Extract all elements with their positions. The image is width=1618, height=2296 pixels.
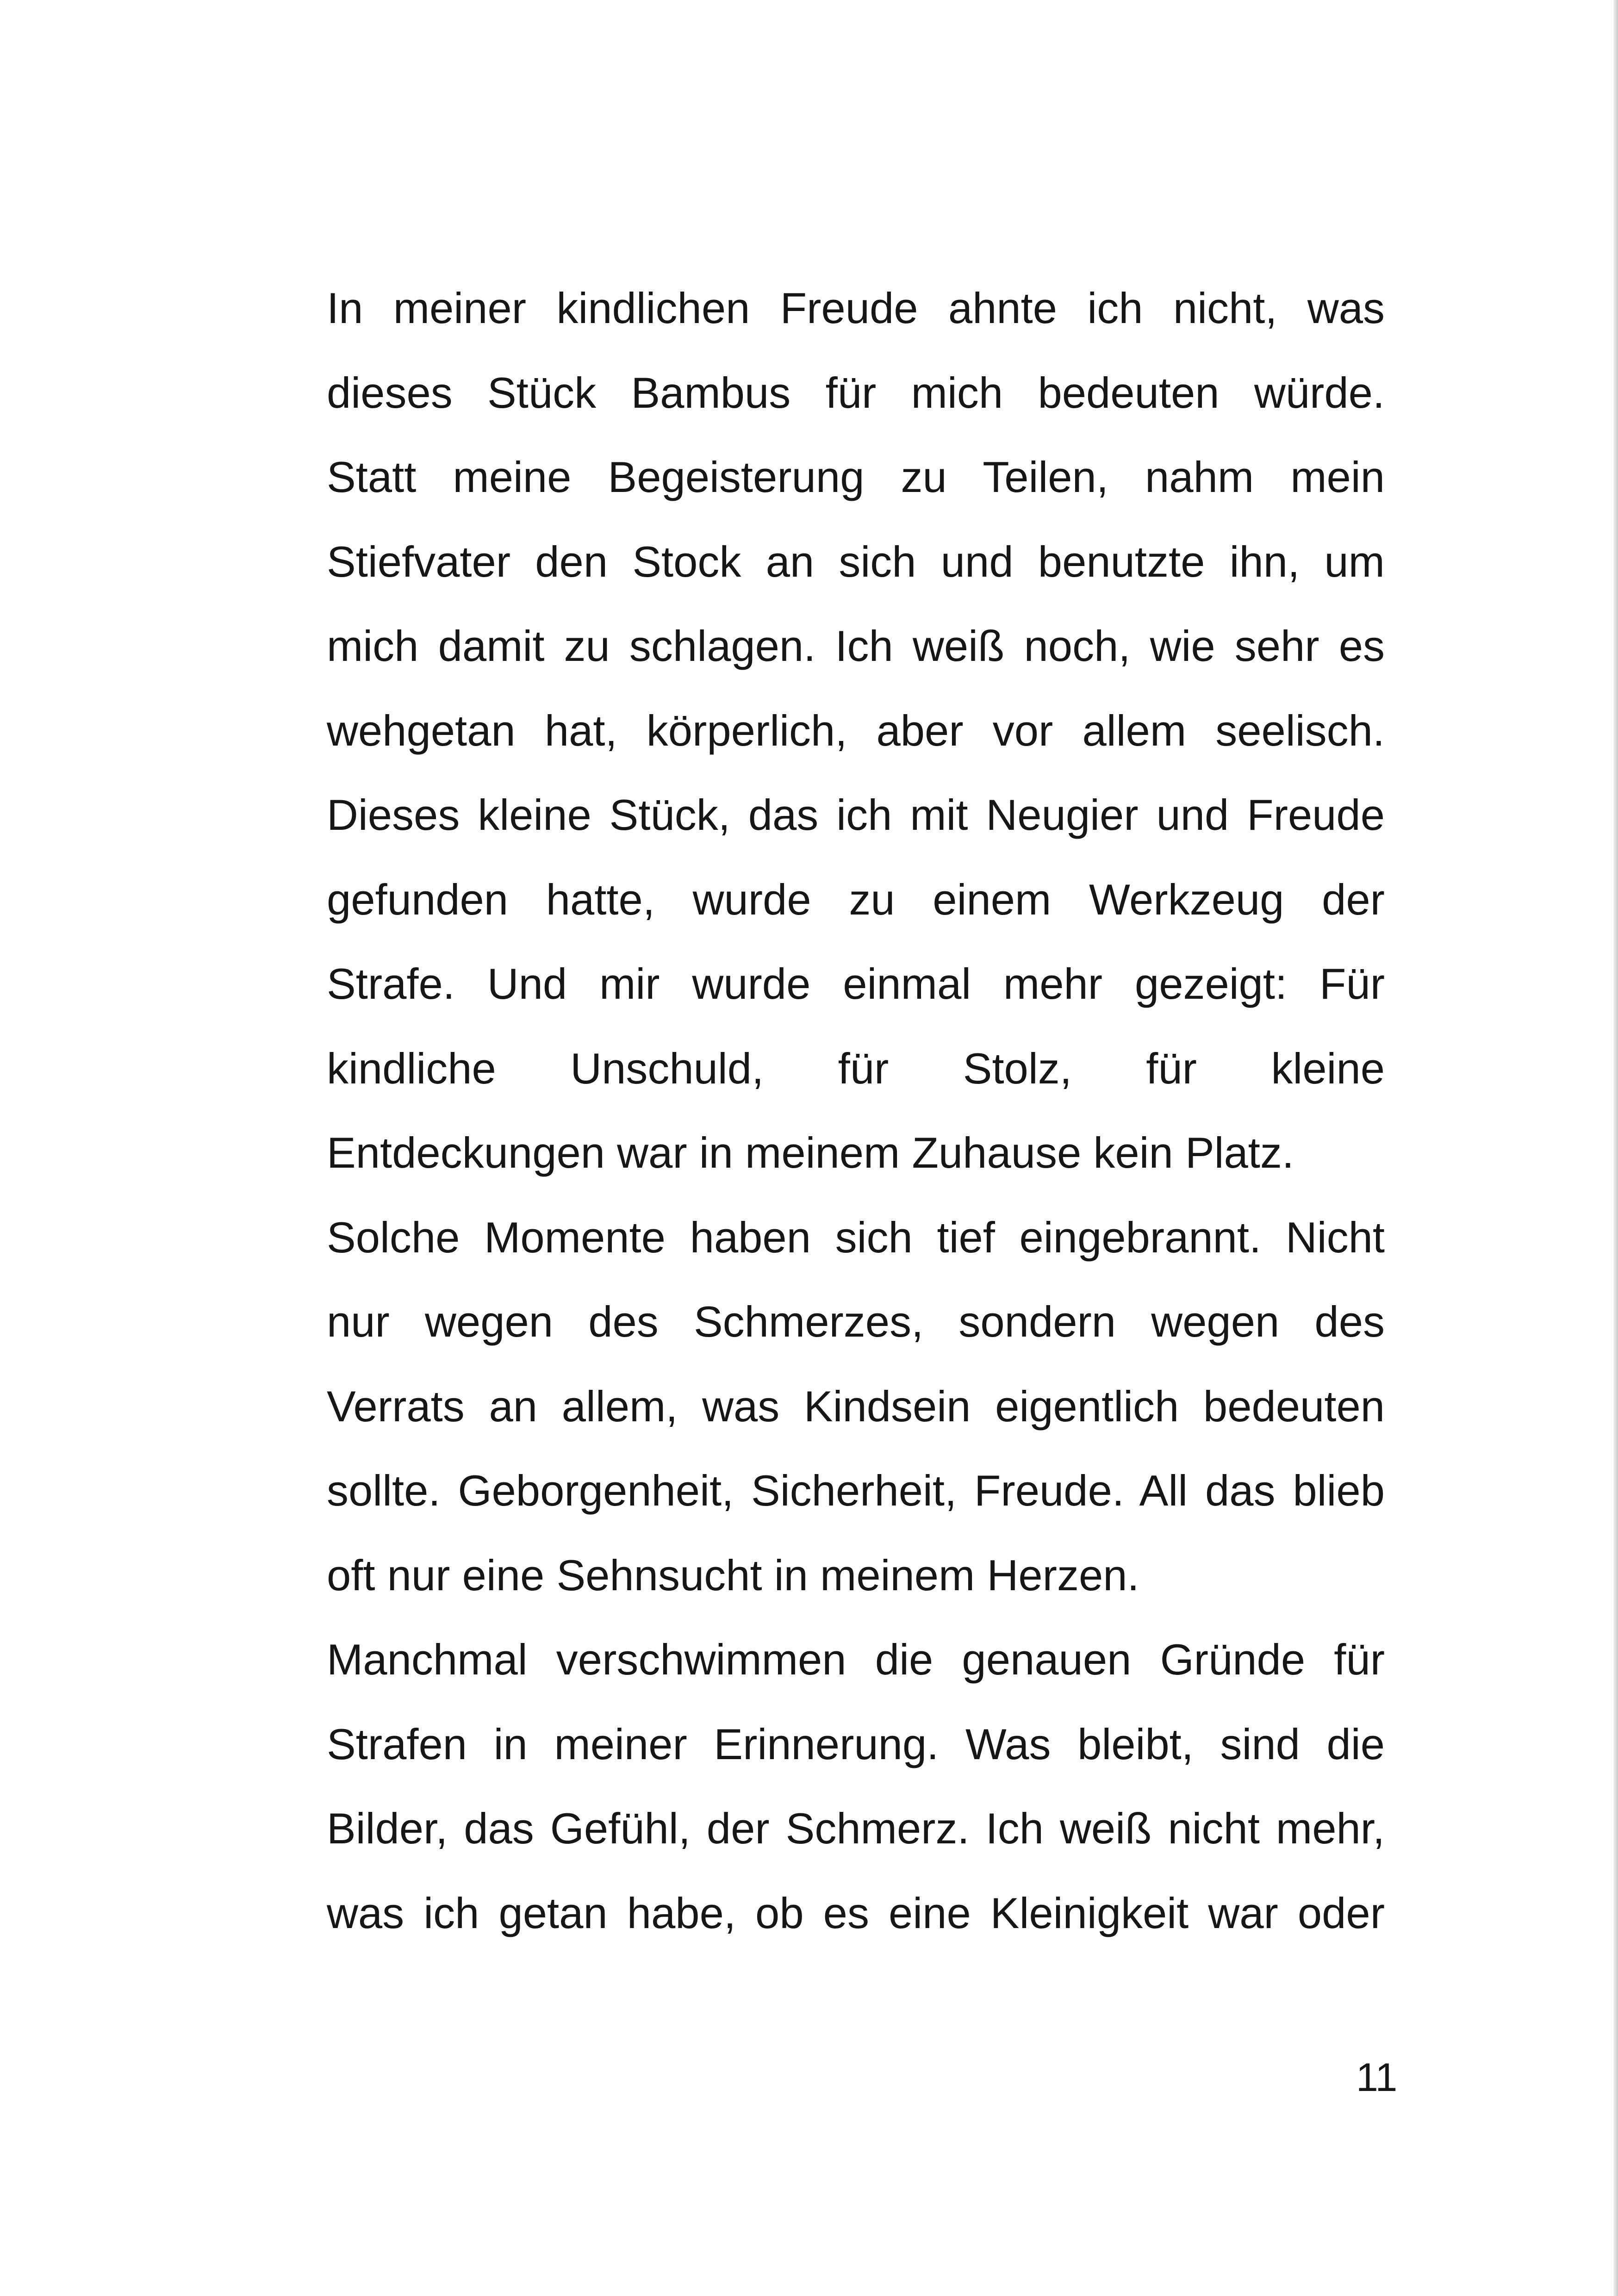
text-line: dieses Stück Bambus für mich bedeuten würde. xyxy=(327,368,1385,417)
page-edge-shadow xyxy=(1613,0,1618,2296)
text-line: was ich getan habe, ob es eine Kleinigkeit war oder xyxy=(327,1888,1385,1937)
paragraph xyxy=(327,1195,1385,1618)
paragraph xyxy=(327,266,1385,1195)
text-line: Statt meine Begeisterung zu Teilen, nahm mein xyxy=(327,453,1385,501)
paragraph xyxy=(327,1618,1385,1955)
text-line: Entdeckungen war in meinem Zuhause kein Platz. xyxy=(327,1128,1294,1177)
text-line: sollte. Geborgenheit, Sicherheit, Freude. All das blieb xyxy=(327,1466,1385,1515)
text-line: mich damit zu schlagen. Ich weiß noch, wie sehr es xyxy=(327,622,1385,670)
text-line: Strafen in meiner Erinnerung. Was bleibt, sind die xyxy=(327,1719,1385,1768)
text-line: Strafe. Und mir wurde einmal mehr gezeigt: Für xyxy=(327,959,1385,1008)
text-line: gefunden hatte, wurde zu einem Werkzeug der xyxy=(327,875,1385,924)
text-line: Stiefvater den Stock an sich und benutzte ihn, um xyxy=(327,537,1385,586)
text-line: Solche Momente haben sich tief eingebrannt. Nicht xyxy=(327,1213,1385,1262)
body-text xyxy=(327,266,1385,1955)
page-number: 11 xyxy=(1356,2055,1398,2100)
text-line: nur wegen des Schmerzes, sondern wegen des xyxy=(327,1297,1385,1346)
text-line: Bilder, das Gefühl, der Schmerz. Ich weiß nicht mehr, xyxy=(327,1804,1385,1853)
text-line: Dieses kleine Stück, das ich mit Neugier und Freude xyxy=(327,790,1385,839)
text-line: Verrats an allem, was Kindsein eigentlich bedeuten xyxy=(327,1381,1385,1431)
text-line: In meiner kindlichen Freude ahnte ich nicht, was xyxy=(327,284,1385,332)
text-line: kindliche Unschuld, für Stolz, für kleine xyxy=(327,1044,1385,1093)
text-line: Manchmal verschwimmen die genauen Gründe für xyxy=(327,1635,1385,1684)
text-line: oft nur eine Sehnsucht in meinem Herzen. xyxy=(327,1550,1139,1599)
text-line: wehgetan hat, körperlich, aber vor allem seelisch. xyxy=(327,706,1385,755)
